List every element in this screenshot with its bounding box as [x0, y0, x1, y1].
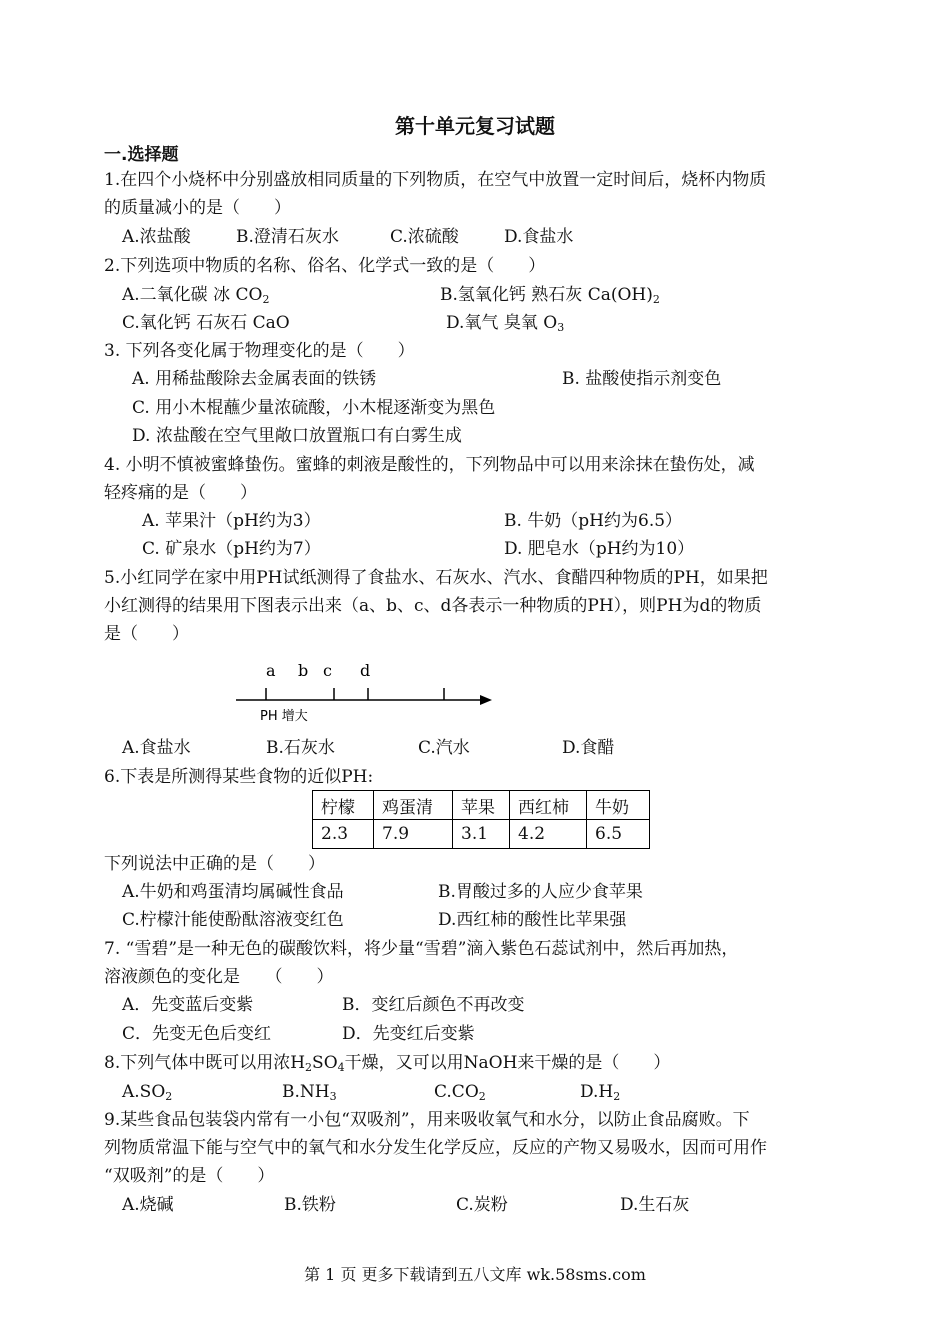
- table-cell: 4.2: [510, 820, 587, 849]
- q9-option-d: D.生石灰: [620, 1195, 690, 1215]
- q5-stem-line2: 小红测得的结果用下图表示出来（a、b、c、d各表示一种物质的PH），则PH为d的物质: [104, 596, 762, 616]
- ph-axis-figure: [230, 660, 510, 730]
- q8-option-a: $A.SO_2$: [122, 1082, 173, 1103]
- q5-option-d: D.食醋: [562, 738, 615, 758]
- q9-option-b: B.铁粉: [284, 1195, 336, 1215]
- q1-option-a: A.浓盐酸: [122, 227, 191, 247]
- q5-option-c: C.汽水: [418, 738, 470, 758]
- q7-option-d: D．先变红后变紫: [342, 1024, 475, 1044]
- q6-prompt: 下列说法中正确的是（ ）: [104, 854, 325, 874]
- axis-label-b: b: [298, 661, 309, 680]
- q1-option-d: D.食盐水: [504, 227, 574, 247]
- q4-stem-line1: 4. 小明不慎被蜜蜂蛰伤。蜜蜂的刺液是酸性的，下列物品中可以用来涂抹在蛰伤处，减: [104, 455, 755, 475]
- q2-option-d: D.氧气 臭氧 $O_3$: [446, 313, 565, 334]
- q7-stem-line2: 溶液颜色的变化是 （ ）: [104, 967, 334, 987]
- q9-stem-line1: 9.某些食品包装袋内常有一小包“双吸剂”，用来吸收氧气和水分，以防止食品腐败。下: [104, 1110, 750, 1130]
- table-row: [313, 820, 650, 849]
- q5-stem-line3: 是（ ）: [104, 624, 189, 644]
- q1-option-b: B.澄清石灰水: [236, 227, 339, 247]
- axis-label-c: c: [323, 661, 332, 680]
- q4-stem-line2: 轻疼痛的是（ ）: [104, 483, 257, 503]
- table-header-cell: 牛奶: [587, 791, 650, 820]
- q4-option-c: C. 矿泉水（pH约为7）: [142, 539, 321, 559]
- q9-option-a: A.烧碱: [122, 1195, 174, 1215]
- q7-option-a: A．先变蓝后变紫: [122, 995, 254, 1015]
- q1-option-c: C.浓硫酸: [390, 227, 459, 247]
- q9-stem-line3: “双吸剂”的是（ ）: [104, 1166, 275, 1186]
- table-header-cell: 苹果: [453, 791, 510, 820]
- q7-option-b: B．变红后颜色不再改变: [342, 995, 525, 1015]
- q6-stem: 6.下表是所测得某些食物的近似PH:: [104, 767, 374, 787]
- q4-option-d: D. 肥皂水（pH约为10）: [504, 539, 695, 559]
- table-header-cell: 鸡蛋清: [374, 791, 453, 820]
- axis-arrowhead: [480, 695, 492, 705]
- q3-option-b: B. 盐酸使指示剂变色: [562, 369, 722, 389]
- axis-label-a: a: [266, 661, 276, 680]
- q6-option-b: B.胃酸过多的人应少食苹果: [438, 882, 643, 902]
- axis-caption: PH 增大: [260, 709, 308, 724]
- q6-option-a: A.牛奶和鸡蛋清均属碱性食品: [122, 882, 344, 902]
- q8-option-c: $C.CO_2$: [434, 1082, 486, 1103]
- q6-option-d: D.西红柿的酸性比苹果强: [438, 910, 627, 930]
- q8-stem: 8.下列气体中既可以用浓$H_2SO_4$干燥，又可以用NaOH来干燥的是（ ）: [104, 1053, 671, 1074]
- page-title: 第十单元复习试题: [395, 114, 555, 138]
- table-header-cell: 西红柿: [510, 791, 587, 820]
- q1-stem-line1: 1.在四个小烧杯中分别盛放相同质量的下列物质，在空气中放置一定时间后，烧杯内物质: [104, 170, 767, 190]
- q5-option-b: B.石灰水: [266, 738, 335, 758]
- q2-stem: 2.下列选项中物质的名称、俗名、化学式一致的是（ ）: [104, 256, 546, 276]
- q3-option-c: C. 用小木棍蘸少量浓硫酸，小木棍逐渐变为黑色: [132, 398, 496, 418]
- q8-option-d: $D.H_2$: [580, 1082, 621, 1103]
- q7-option-c: C．先变无色后变红: [122, 1024, 272, 1044]
- ph-table: [312, 790, 650, 849]
- page-footer: 第 1 页 更多下载请到五八文库 wk.58sms.com: [304, 1265, 646, 1284]
- q2-option-c: C.氧化钙 石灰石 CaO: [122, 313, 290, 333]
- table-cell: 3.1: [453, 820, 510, 849]
- q5-stem-line1: 5.小红同学在家中用PH试纸测得了食盐水、石灰水、汽水、食醋四种物质的PH，如果把: [104, 568, 768, 588]
- section-heading: 一.选择题: [104, 145, 179, 165]
- q9-option-c: C.炭粉: [456, 1195, 508, 1215]
- axis-label-d: d: [360, 661, 371, 680]
- table-header-row: [313, 791, 650, 820]
- table-cell: 2.3: [313, 820, 374, 849]
- q4-option-b: B. 牛奶（pH约为6.5）: [504, 511, 683, 531]
- q2-option-b: B.氢氧化钙 熟石灰 $Ca(OH)_2$: [440, 285, 660, 306]
- q1-stem-line2: 的质量减小的是（ ）: [104, 198, 291, 218]
- q3-stem: 3. 下列各变化属于物理变化的是（ ）: [104, 341, 415, 361]
- q2-option-a: A.二氧化碳 冰 $CO_2$: [122, 285, 270, 306]
- q3-option-d: D. 浓盐酸在空气里敞口放置瓶口有白雾生成: [132, 426, 462, 446]
- q7-stem-line1: 7. “雪碧”是一种无色的碳酸饮料，将少量“雪碧”滴入紫色石蕊试剂中，然后再加热，: [104, 939, 739, 959]
- q5-option-a: A.食盐水: [122, 738, 191, 758]
- q9-stem-line2: 列物质常温下能与空气中的氧气和水分发生化学反应，反应的产物又易吸水，因而可用作: [104, 1138, 767, 1158]
- table-header-cell: 柠檬: [313, 791, 374, 820]
- q8-option-b: $B.NH_3$: [282, 1082, 337, 1103]
- q6-option-c: C.柠檬汁能使酚酞溶液变红色: [122, 910, 344, 930]
- q4-option-a: A. 苹果汁（pH约为3）: [142, 511, 321, 531]
- table-cell: 7.9: [374, 820, 453, 849]
- q3-option-a: A. 用稀盐酸除去金属表面的铁锈: [132, 369, 377, 389]
- table-cell: 6.5: [587, 820, 650, 849]
